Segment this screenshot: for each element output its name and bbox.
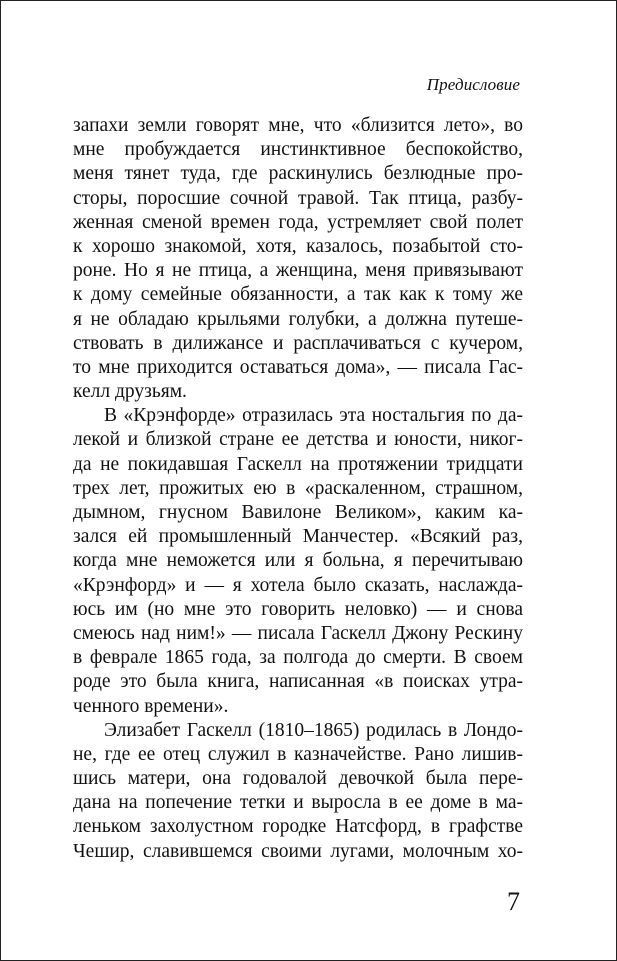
text-line: то мне приходится оставаться дома», — писала Гас- — [73, 356, 523, 378]
text-line: шись матери, она годовалой девочкой была пере- — [73, 768, 523, 790]
text-line: сторы, поросшие сочной травой. Так птица, разбу- — [73, 187, 523, 209]
text-line: роне. Но я не птица, а женщина, меня привязывают — [73, 260, 523, 282]
text-line: когда мне неможется или я больна, я перечитываю — [73, 550, 523, 572]
text-line: дана на попечение тетки и выросла в ее доме в ма- — [73, 792, 523, 814]
text-line: в феврале 1865 года, за полгода до смерти. В своем — [73, 647, 523, 669]
text-line: мне пробуждается инстинктивное беспокойство, — [73, 139, 523, 161]
text-line: келл друзьям. — [73, 381, 187, 403]
text-line: да не покидавшая Гаскелл на протяжении тридцати — [73, 453, 523, 475]
text-line: я не обладаю крыльями голубки, а должна путеше- — [73, 308, 523, 330]
text-line: В «Крэнфорде» отразилась эта ностальгия по да- — [104, 405, 523, 427]
text-line: «Крэнфорд» и — я хотела было сказать, наслажда- — [73, 574, 523, 596]
text-line: юсь им (но мне это говорить неловко) — и снова — [73, 598, 523, 620]
text-line: не, где ее отец служил в казначействе. Рано лишив- — [73, 743, 523, 765]
paragraph-3 — [73, 719, 523, 864]
text-line: дымном, гнусном Вавилоне Великом», каким ка- — [73, 502, 523, 523]
running-head: Предисловие — [426, 75, 520, 94]
page-number: 7 — [507, 887, 520, 916]
text-line: лекой и близкой стране ее детства и юности, никог- — [73, 429, 523, 451]
text-line: смеюсь над ним!» — писала Гаскелл Джону Рескину — [73, 622, 523, 644]
text-line: к хорошо знакомой, хотя, казалось, позабытой сто- — [73, 235, 523, 257]
paragraph-2 — [73, 404, 523, 718]
text-line: запахи земли говорят мне, что «близится лето», во — [73, 115, 523, 136]
paragraph-1 — [73, 114, 523, 404]
text-line: к дому семейные обязанности, а так как к тому же — [73, 284, 523, 306]
text-line: трех лет, прожитых ею в «раскаленном, страшном, — [73, 477, 523, 499]
text-line: Чешир, славившемся своими лугами, молочным хо- — [73, 840, 523, 862]
text-line: ченного времени». — [73, 695, 229, 717]
text-line: Элизабет Гаскелл (1810–1865) родилась в Лондо- — [104, 719, 523, 741]
text-line: ствовать в дилижансе и расплачиваться с кучером, — [73, 332, 523, 354]
text-line: меня тянет туда, где раскинулись безлюдные про- — [73, 163, 523, 185]
text-line: зался ей промышленный Манчестер. «Всякий раз, — [73, 526, 523, 548]
text-line: леньком захолустном городке Натсфорд, в графстве — [73, 816, 523, 838]
body-text — [73, 114, 523, 864]
text-line: роде это была книга, написанная «в поисках утра- — [73, 671, 523, 693]
text-line: женная сменой времен года, устремляет свой полет — [73, 211, 523, 233]
